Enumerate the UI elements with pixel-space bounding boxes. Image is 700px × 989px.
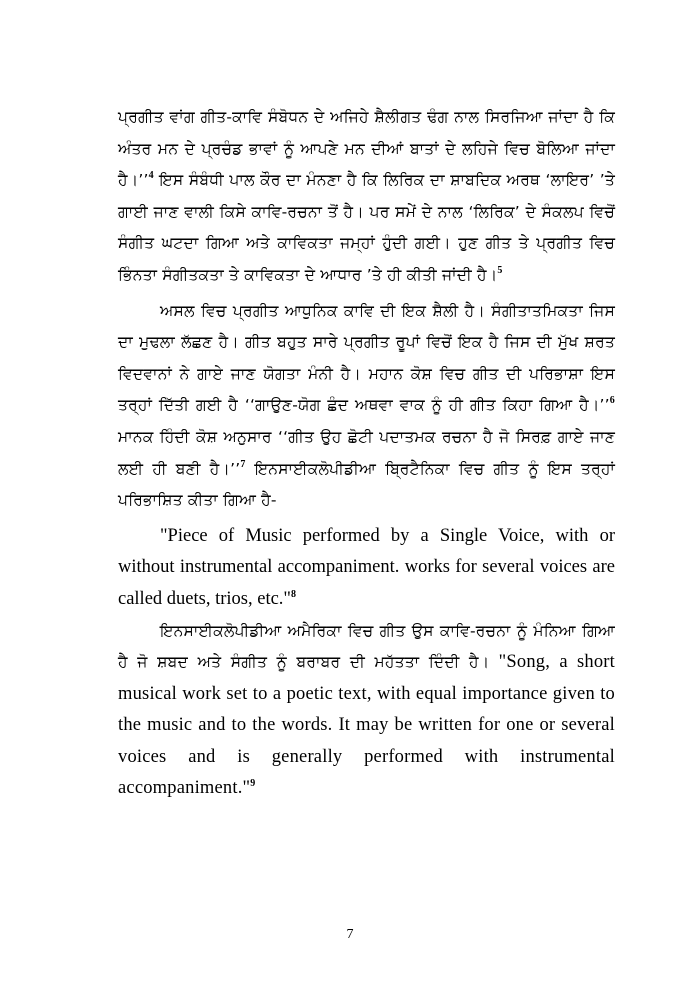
paragraph-1-text-cont: ਇਸ ਸੰਬੰਧੀ ਪਾਲ ਕੌਰ ਦਾ ਮੰਨਣਾ ਹੈ ਕਿ ਲਿਰਿਕ ਦਾ ਸ਼ਾਬਦਿਕ ਅਰਥ ‘ਲਾਇਰ’ ’ਤੇ ਗਾਈ ਜਾਣ ਵਾਲੀ ਕਿਸੇ ਕਾਵਿ-ਰਚਨਾ ਤੋਂ ਹੈ। ਪਰ ਸਮੇਂ ਦੇ ਨਾਲ ‘ਲਿਰਿਕ’ ਦੇ ਸੰਕਲਪ ਵਿਚੋਂ ਸੰਗੀਤ ਘਟਦਾ ਗਿਆ ਅਤੇ ਕਾਵਿਕਤਾ ਜਮ੍ਹਾਂ ਹੁੰਦੀ ਗਈ। ਹੁਣ ਗੀਤ ਤੇ ਪ੍ਰਗੀਤ ਵਿਚ ਭਿੰਨਤਾ ਸੰਗੀਤਕਤਾ ਤੇ ਕਾਵਿਕਤਾ ਦੇ ਆਧਾਰ ’ਤੇ ਹੀ ਕੀਤੀ ਜਾਂਦੀ ਹੈ। — [118, 171, 615, 284]
paragraph-3-text: ਇਨਸਾਈਕਲੋਪੀਡੀਆ ਅਮੈਰਿਕਾ ਵਿਚ ਗੀਤ ਉਸ ਕਾਵਿ-ਰਚਨਾ ਨੂੰ ਮੰਨਿਆ ਗਿਆ ਹੈ ਜੋ ਸ਼ਬਦ ਅਤੇ ਸੰਗੀਤ ਨੂੰ ਬਰਾਬਰ ਦੀ ਮਹੱਤਤਾ ਦਿੰਦੀ ਹੈ। — [118, 621, 615, 672]
footnote-ref-4: 4 — [148, 170, 154, 182]
paragraph-3 — [118, 616, 615, 806]
footnote-ref-9: 9 — [250, 778, 256, 790]
page-number: 7 — [346, 927, 354, 942]
paragraph-3-english-quote: "Song, a short musical work set to a poetic text, with equal importance given to the music and to the words. It may be written for one or several voices and is generally performed with instrumental accompaniment." — [118, 652, 615, 799]
block-quote-britannica — [118, 521, 615, 616]
paragraph-1-text: ਪ੍ਰਗੀਤ ਵਾਂਗ ਗੀਤ-ਕਾਵਿ ਸੰਬੋਧਨ ਦੇ ਅਜਿਹੇ ਸ਼ੈਲੀਗਤ ਢੰਗ ਨਾਲ ਸਿਰਜਿਆ ਜਾਂਦਾ ਹੈ ਕਿ ਅੰਤਰ ਮਨ ਦੇ ਪ੍ਰਚੰਡ ਭਾਵਾਂ ਨੂੰ ਆਪਣੇ ਮਨ ਦੀਆਂ ਬਾਤਾਂ ਦੇ ਲਹਿਜੇ ਵਿਚ ਬੋਲਿਆ ਜਾਂਦਾ ਹੈ।’’ — [118, 108, 615, 190]
body-text — [118, 102, 615, 805]
footnote-ref-6: 6 — [609, 395, 615, 407]
paragraph-2-text: ਅਸਲ ਵਿਚ ਪ੍ਰਗੀਤ ਆਧੁਨਿਕ ਕਾਵਿ ਦੀ ਇਕ ਸ਼ੈਲੀ ਹੈ। ਸੰਗੀਤਾਤਮਿਕਤਾ ਜਿਸ ਦਾ ਮੁਢਲਾ ਲੱਛਣ ਹੈ। ਗੀਤ ਬਹੁਤ ਸਾਰੇ ਪ੍ਰਗੀਤ ਰੂਪਾਂ ਵਿਚੋਂ ਇਕ ਹੈ ਜਿਸ ਦੀ ਮੁੱਖ ਸ਼ਰਤ ਵਿਦਵਾਨਾਂ ਨੇ ਗਾਏ ਜਾਣ ਯੋਗਤਾ ਮੰਨੀ ਹੈ। ਮਹਾਨ ਕੋਸ਼ ਵਿਚ ਗੀਤ ਦੀ ਪਰਿਭਾਸ਼ਾ ਇਸ ਤਰ੍ਹਾਂ ਦਿੱਤੀ ਗਈ ਹੈ ‘‘ਗਾਉਣ-ਯੋਗ ਛੰਦ ਅਥਵਾ ਵਾਕ ਨੂੰ ਹੀ ਗੀਤ ਕਿਹਾ ਗਿਆ ਹੈ।’’ — [118, 301, 615, 415]
paragraph-1 — [118, 102, 615, 292]
paragraph-2 — [118, 296, 615, 517]
footnote-ref-5: 5 — [497, 264, 503, 276]
paragraph-2-text-end: ਇਨਸਾਈਕਲੋਪੀਡੀਆ ਬ੍ਰਿਟੈਨਿਕਾ ਵਿਚ ਗੀਤ ਨੂੰ ਇਸ ਤਰ੍ਹਾਂ ਪਰਿਭਾਸ਼ਿਤ ਕੀਤਾ ਗਿਆ ਹੈ- — [118, 459, 615, 510]
footnote-ref-8: 8 — [290, 588, 296, 600]
footnote-ref-7: 7 — [240, 458, 246, 470]
quote-text: "Piece of Music performed by a Single Voice, with or without instrumental accompaniment. works for several voices are called duets, trios, etc." — [118, 525, 615, 609]
paragraph-2-text-cont: ਮਾਨਕ ਹਿੰਦੀ ਕੋਸ਼ ਅਨੁਸਾਰ ‘‘ਗੀਤ ਉਹ ਛੋਟੀ ਪਦਾਤਮਕ ਰਚਨਾ ਹੈ ਜੋ ਸਿਰਫ਼ ਗਾਏ ਜਾਣ ਲਈ ਹੀ ਬਣੀ ਹੈ।’’ — [118, 427, 615, 478]
